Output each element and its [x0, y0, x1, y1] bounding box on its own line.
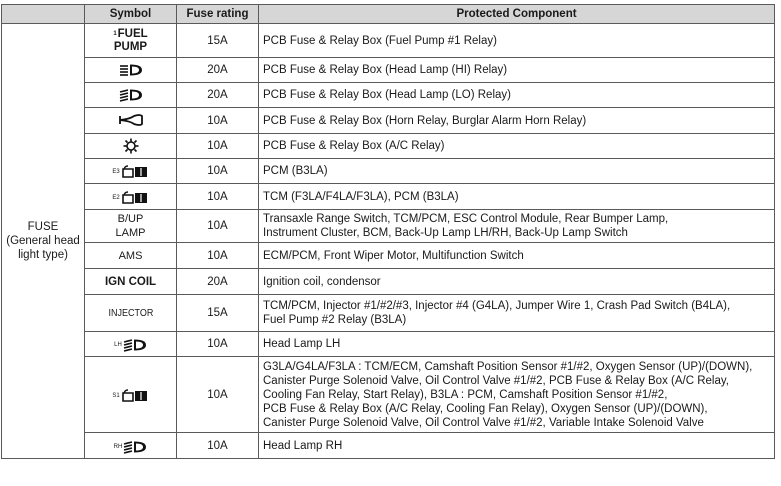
symbol-cell — [85, 295, 177, 332]
protected-component: PCB Fuse & Relay Box (Horn Relay, Burglar Alarm Horn Relay) — [259, 108, 775, 134]
symbol-cell — [85, 159, 177, 184]
low-beam-headlamp-icon — [119, 88, 143, 102]
protected-component — [259, 210, 775, 243]
symbol-cell — [85, 433, 177, 459]
engine-check-icon — [121, 165, 149, 179]
protected-component — [259, 295, 775, 332]
horn-icon — [118, 113, 144, 127]
protected-component: PCB Fuse & Relay Box (A/C Relay) — [259, 134, 775, 159]
table-row — [2, 134, 775, 159]
header-empty — [2, 5, 85, 24]
fuse-rating: 10A — [177, 108, 259, 134]
symbol-superscript: E3 — [112, 169, 120, 175]
component-line: Instrument Cluster, BCM, Back-Up Lamp LH/RH, Back-Up Lamp Switch — [263, 227, 628, 239]
table-row — [2, 108, 775, 134]
fuse-rating: 10A — [177, 184, 259, 210]
protected-component: Head Lamp RH — [259, 433, 775, 459]
table-row — [2, 24, 775, 58]
component-line: Cooling Fan Relay, Start Relay), B3LA : PCM, Camshaft Position Sensor #1/#2, — [263, 388, 668, 401]
symbol-cell — [85, 108, 177, 134]
fuse-rating: 15A — [177, 295, 259, 332]
symbol-cell — [85, 243, 177, 269]
fuse-rating: 20A — [177, 83, 259, 108]
category-line-1: FUSE — [27, 221, 59, 233]
symbol-cell — [85, 24, 177, 58]
headlamp-rh-icon — [123, 440, 147, 454]
fuse-rating: 10A — [177, 433, 259, 459]
symbol-text: PUMP — [113, 40, 148, 53]
component-line: Canister Purge Solenoid Valve, Oil Control Valve #1/#2, Variable Intake Solenoid Valve — [263, 416, 704, 429]
symbol-cell — [85, 134, 177, 159]
table-row — [2, 433, 775, 459]
protected-component — [259, 357, 775, 433]
ac-fan-icon — [123, 138, 139, 154]
table-row — [2, 58, 775, 83]
fuse-rating: 20A — [177, 58, 259, 83]
category-cell — [2, 24, 85, 459]
protected-component: PCB Fuse & Relay Box (Head Lamp (HI) Relay) — [259, 58, 775, 83]
fuse-table — [1, 4, 775, 459]
fuse-rating: 10A — [177, 134, 259, 159]
table-row — [2, 295, 775, 332]
table-row — [2, 332, 775, 357]
header-row — [2, 5, 775, 24]
symbol-text: B/UP — [117, 213, 144, 225]
protected-component: TCM (F3LA/F4LA/F3LA), PCM (B3LA) — [259, 184, 775, 210]
component-line: Transaxle Range Switch, TCM/PCM, ESC Control Module, Rear Bumper Lamp, — [263, 213, 669, 225]
component-line: Canister Purge Solenoid Valve, Oil Control Valve #1/#2, PCB Fuse & Relay Box (A/C Relay, — [263, 374, 729, 387]
symbol-cell — [85, 269, 177, 295]
symbol-superscript: E2 — [112, 194, 120, 201]
category-line-3: light type) — [18, 249, 68, 261]
table-row — [2, 243, 775, 269]
engine-check-icon — [121, 191, 149, 205]
table-row — [2, 269, 775, 295]
header-symbol: Symbol — [85, 5, 177, 24]
table-row — [2, 357, 775, 433]
protected-component: ECM/PCM, Front Wiper Motor, Multifunction Switch — [259, 243, 775, 269]
symbol-cell — [85, 184, 177, 210]
symbol-superscript: 1 — [113, 30, 117, 37]
protected-component: Ignition coil, condensor — [259, 269, 775, 295]
table-row — [2, 210, 775, 243]
category-line-2: (General head — [6, 235, 80, 247]
high-beam-headlamp-icon — [119, 63, 143, 77]
symbol-cell — [85, 210, 177, 243]
protected-component: PCB Fuse & Relay Box (Head Lamp (LO) Relay) — [259, 83, 775, 108]
component-line: Fuel Pump #2 Relay (B3LA) — [263, 314, 407, 326]
component-line: TCM/PCM, Injector #1/#2/#3, Injector #4 (G4LA), Jumper Wire 1, Crash Pad Switch (B4LA), — [263, 300, 731, 312]
fuse-rating: 10A — [177, 243, 259, 269]
table-row — [2, 184, 775, 210]
table-row — [2, 159, 775, 184]
protected-component: PCB Fuse & Relay Box (Fuel Pump #1 Relay) — [259, 24, 775, 58]
header-protected-component: Protected Component — [259, 5, 775, 24]
protected-component: Head Lamp LH — [259, 332, 775, 357]
symbol-superscript: RH — [113, 443, 123, 450]
component-line: PCB Fuse & Relay Box (A/C Relay, Cooling Fan Relay), Oxygen Sensor (UP)/(DOWN), — [263, 402, 708, 415]
fuse-rating: 10A — [177, 159, 259, 184]
engine-check-icon — [121, 389, 149, 403]
protected-component: PCM (B3LA) — [259, 159, 775, 184]
symbol-text: INJECTOR — [108, 307, 153, 319]
table-row — [2, 83, 775, 108]
symbol-text: LAMP — [115, 227, 146, 239]
fuse-rating: 15A — [177, 24, 259, 58]
fuse-rating: 10A — [177, 332, 259, 357]
fuse-rating: 10A — [177, 210, 259, 243]
symbol-superscript: LH — [114, 342, 122, 348]
symbol-text: IGN COIL — [104, 275, 157, 288]
component-line: G3LA/G4LA/F3LA : TCM/ECM, Camshaft Position Sensor #1/#2, Oxygen Sensor (UP)/(DOWN), — [263, 360, 753, 373]
symbol-text: FUEL — [117, 27, 148, 40]
symbol-cell — [85, 332, 177, 357]
header-fuse-rating: Fuse rating — [177, 5, 259, 24]
symbol-cell — [85, 357, 177, 433]
symbol-cell — [85, 83, 177, 108]
fuse-rating: 10A — [177, 357, 259, 433]
symbol-text: AMS — [118, 249, 143, 262]
headlamp-lh-icon — [123, 338, 147, 352]
symbol-cell — [85, 58, 177, 83]
symbol-superscript: S1 — [112, 392, 120, 399]
fuse-rating: 20A — [177, 269, 259, 295]
